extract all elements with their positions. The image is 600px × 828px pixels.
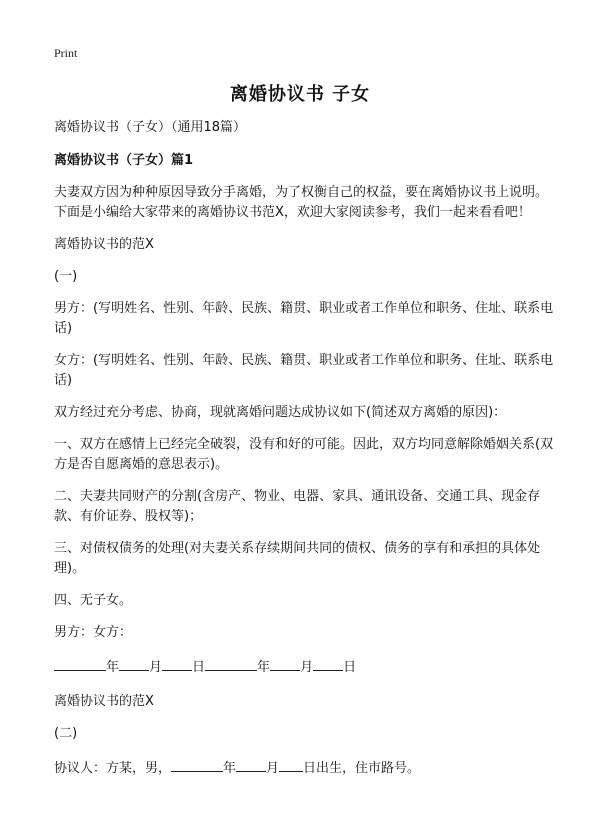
sample-title-2: 离婚协议书的范X (54, 694, 154, 709)
blank-birth-day[interactable] (279, 756, 303, 772)
part-2-label: (二) (54, 726, 78, 741)
blank-day-1[interactable] (162, 655, 192, 671)
part-1-label: (一) (54, 269, 78, 284)
clause-2-paragraph: 二、夫妻共同财产的分割(含房产、物业、电器、家具、通讯设备、交通工具、现金存款、有价证券、股权等)； (54, 489, 541, 524)
party-intro-line (54, 756, 554, 779)
document-subtitle: 离婚协议书（子女）（通用18篇） (54, 120, 247, 135)
date-month-label-1: 月 (149, 660, 163, 675)
male-party-paragraph: 男方：(写明姓名、性别、年龄、民族、籍贯、职业或者工作单位和职务、住址、联系电话) (54, 301, 554, 336)
party-month-label: 月 (266, 761, 280, 776)
blank-year-1[interactable] (54, 655, 106, 671)
agreement-intro-paragraph: 双方经过充分考虑、协商，现就离婚问题达成协议如下(简述双方离婚的原因)： (54, 405, 507, 420)
date-year-label-1: 年 (106, 660, 120, 675)
party-intro-text: 协议人：方某，男， (54, 761, 172, 776)
blank-year-2[interactable] (205, 655, 257, 671)
blank-birth-year[interactable] (171, 756, 223, 772)
signature-date-line (54, 655, 554, 678)
section-heading: 离婚协议书（子女）篇1 (54, 153, 194, 168)
clause-3-paragraph: 三、对债权债务的处理(对夫妻关系存续期间共同的债权、债务的享有和承担的具体处理)。 (54, 541, 541, 576)
date-day-label-1: 日 (192, 660, 206, 675)
blank-month-2[interactable] (270, 655, 300, 671)
document-title: 离婚协议书 子女 (229, 84, 371, 105)
document-body (54, 118, 554, 791)
clause-4-paragraph: 四、无子女。 (54, 593, 133, 608)
blank-month-1[interactable] (119, 655, 149, 671)
clause-1-paragraph: 一、双方在感情上已经完全破裂，没有和好的可能。因此，双方均同意解除婚姻关系(双方是否自愿离婚的意思表示)。 (54, 437, 554, 472)
date-year-label-2: 年 (257, 660, 271, 675)
date-day-label-2: 日 (343, 660, 357, 675)
blank-day-2[interactable] (313, 655, 343, 671)
party-year-label: 年 (223, 761, 237, 776)
intro-paragraph: 夫妻双方因为种种原因导致分手离婚，为了权衡自己的权益，要在离婚协议书上说明。下面是小编给大家带来的离婚协议书范X，欢迎大家阅读参考，我们一起来看看吧！ (54, 185, 549, 220)
print-label[interactable]: Print (54, 46, 78, 60)
blank-birth-month[interactable] (236, 756, 266, 772)
female-party-paragraph: 女方：(写明姓名、性别、年龄、民族、籍贯、职业或者工作单位和职务、住址、联系电话) (54, 353, 554, 388)
party-birth-label: 日出生，住市路号。 (303, 761, 421, 776)
date-month-label-2: 月 (300, 660, 314, 675)
signature-line: 男方：女方： (54, 625, 133, 640)
sample-title-1: 离婚协议书的范X (54, 237, 154, 252)
